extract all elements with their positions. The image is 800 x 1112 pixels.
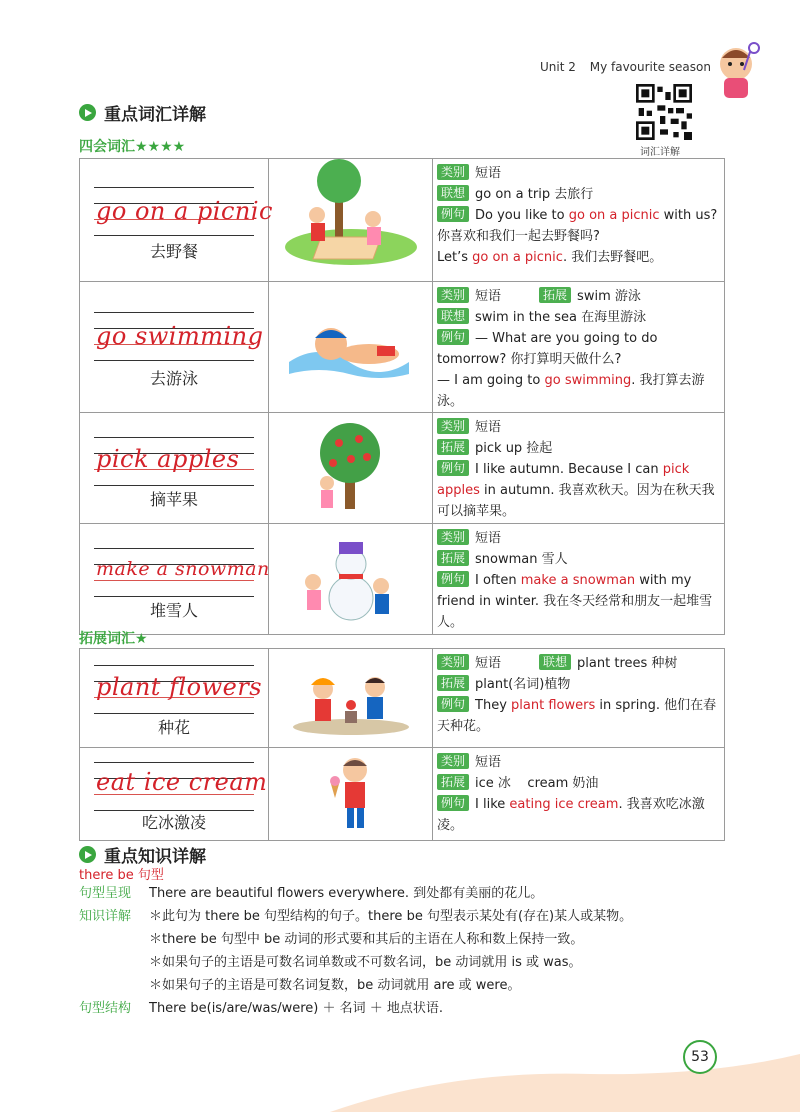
chinese-meaning: 堆雪人 — [149, 601, 198, 620]
word-cell — [80, 159, 273, 282]
page-number: 53 — [683, 1040, 717, 1074]
pattern-row — [79, 882, 543, 905]
vocab-row — [80, 413, 725, 524]
category-text: 短语 — [475, 656, 502, 671]
detail-label: 知识详解 — [79, 909, 132, 924]
play-icon — [79, 104, 96, 121]
association-text: plant trees 种树 — [577, 656, 678, 671]
vocab-row — [80, 282, 725, 413]
vocab-row — [80, 524, 725, 635]
extension-text: pick up 捡起 — [475, 441, 553, 456]
ex-highlight: go swimming — [544, 373, 632, 388]
structure-label: 句型结构 — [79, 1001, 132, 1016]
tag-extension: 拓展 — [437, 550, 469, 566]
unit-label: Unit 2 — [540, 60, 576, 74]
play-icon — [79, 846, 96, 863]
category-text: 短语 — [475, 420, 502, 435]
tag-extension: 拓展 — [437, 774, 469, 790]
category-text: 短语 — [475, 755, 502, 770]
handwriting-word: make a snowman — [96, 558, 270, 580]
knowledge-topic: there be 句型 — [79, 868, 164, 883]
tag-category: 类别 — [437, 418, 469, 434]
ex-highlight: go on a picnic — [472, 250, 563, 265]
tag-category: 类别 — [437, 753, 469, 769]
handwriting-word: pick apples — [96, 445, 240, 473]
tag-example: 例句 — [437, 329, 469, 345]
snowman-icon — [269, 524, 432, 630]
example-sentences — [437, 459, 720, 522]
picnic-icon — [269, 159, 432, 277]
ex-highlight: make a snowman — [520, 573, 636, 588]
extension-text: plant(名词)植物 — [475, 677, 571, 692]
tag-category: 类别 — [437, 654, 469, 670]
example-sentences — [437, 695, 720, 737]
ex-text: in spring. 他们在春天种花。 — [437, 698, 717, 734]
category-text: 短语 — [475, 531, 502, 546]
ex-highlight: plant flowers — [511, 698, 596, 713]
tag-extension: 拓展 — [437, 439, 469, 455]
word-cell — [80, 282, 269, 413]
ex-highlight: pick apples — [437, 462, 690, 498]
ex-text: I like — [475, 797, 510, 812]
ex-highlight: eating ice cream — [509, 797, 619, 812]
structure-row — [79, 997, 443, 1020]
info-cell — [433, 282, 725, 413]
word-cell — [80, 413, 269, 524]
ex-text: — What are you going to do tomorrow? 你打算明天做什么? — [437, 331, 658, 367]
swimming-illustration — [269, 282, 433, 413]
vocab-section-title — [79, 100, 206, 125]
example-sentences — [437, 570, 720, 633]
vocab-table-main — [79, 158, 725, 635]
chinese-meaning: 种花 — [157, 718, 190, 737]
four-skill-label: 四会词汇★★★★ — [79, 139, 186, 155]
ex-text: Do you like to — [475, 208, 569, 223]
example-sentences — [437, 205, 720, 268]
ex-text: — I am going to — [437, 373, 545, 388]
tag-association: 联想 — [539, 654, 571, 670]
word-cell — [80, 649, 269, 748]
handwriting-word: go on a picnic — [96, 197, 273, 225]
detail-line: ＊there be 句型中 be 动词的形式要和其后的主语在人称和数上保持一致。 — [149, 932, 584, 947]
extension-text: swim 游泳 — [577, 289, 641, 304]
mascot-icon — [716, 40, 760, 102]
knowledge-section-title-text: 重点知识详解 — [104, 847, 206, 867]
tag-category: 类别 — [437, 529, 469, 545]
info-cell — [433, 649, 725, 748]
ex-text: Let’s — [437, 250, 473, 265]
ex-text: with us? 你喜欢和我们一起去野餐吗? — [437, 208, 718, 244]
tag-category: 类别 — [437, 287, 469, 303]
detail-line: ＊此句为 there be 句型结构的句子。there be 句型表示某处有(存在)某人或某物。 — [149, 909, 633, 924]
tag-example: 例句 — [437, 696, 469, 712]
tag-extension: 拓展 — [539, 287, 571, 303]
vocab-row — [80, 649, 725, 748]
unit-header — [540, 60, 721, 74]
apple-tree-illustration — [269, 413, 433, 524]
extension-text: ice 冰 cream 奶油 — [475, 776, 599, 791]
tag-example: 例句 — [437, 206, 469, 222]
ex-text: They — [475, 698, 512, 713]
tag-association: 联想 — [437, 308, 469, 324]
tag-example: 例句 — [437, 571, 469, 587]
info-cell — [433, 159, 725, 282]
vocab-table-extended — [79, 648, 725, 841]
footer-wave — [330, 1040, 800, 1112]
chinese-meaning: 吃冰激凌 — [141, 813, 206, 832]
tag-extension: 拓展 — [437, 675, 469, 691]
apple-tree-icon — [269, 413, 432, 519]
ex-text: I like autumn. Because I can — [475, 462, 663, 477]
info-cell — [433, 413, 725, 524]
snowman-illustration — [269, 524, 433, 635]
chinese-meaning: 去野餐 — [149, 242, 198, 261]
ex-text: I often — [475, 573, 521, 588]
unit-title: My favourite season — [589, 60, 711, 74]
swimmer-icon — [269, 282, 432, 408]
pattern-text: There are beautiful flowers everywhere. 到处都有美丽的花儿。 — [149, 886, 544, 901]
tag-example: 例句 — [437, 795, 469, 811]
picnic-illustration — [269, 159, 433, 282]
vocab-row — [80, 748, 725, 841]
handwriting-word: go swimming — [96, 322, 264, 350]
detail-line: ＊如果句子的主语是可数名词复数，be 动词就用 are 或 were。 — [149, 978, 521, 993]
association-text: swim in the sea 在海里游泳 — [475, 310, 647, 325]
info-cell — [433, 748, 725, 841]
ex-highlight: go on a picnic — [568, 208, 660, 223]
ex-text: with my friend in winter. 我在冬天经常和朋友一起堆雪人。 — [437, 573, 713, 630]
category-text: 短语 — [475, 289, 502, 304]
word-cell — [80, 524, 269, 635]
chinese-meaning: 去游泳 — [149, 369, 198, 388]
ex-text: . 我打算去游泳。 — [437, 373, 705, 409]
handwriting-word: eat ice cream — [96, 768, 268, 796]
tag-category: 类别 — [437, 164, 469, 180]
association-text: go on a trip 去旅行 — [475, 187, 594, 202]
qr-code-icon[interactable] — [636, 84, 692, 140]
extended-label: 拓展词汇★ — [79, 631, 148, 647]
tag-association: 联想 — [437, 185, 469, 201]
category-text: 短语 — [475, 166, 502, 181]
planting-icon — [269, 649, 432, 743]
qr-caption: 词汇详解 — [640, 147, 680, 158]
structure-text: There be(is/are/was/were) ＋ 名词 ＋ 地点状语. — [149, 1001, 444, 1016]
chinese-meaning: 摘苹果 — [149, 490, 198, 509]
vocab-section-title-text: 重点词汇详解 — [104, 105, 206, 125]
ice-cream-icon — [269, 748, 432, 836]
pattern-label: 句型呈现 — [79, 886, 132, 901]
handwriting-word: plant flowers — [96, 673, 263, 701]
detail-line: ＊如果句子的主语是可数名词单数或不可数名词，be 动词就用 is 或 was。 — [149, 955, 582, 970]
ex-text: . 我喜欢吃冰激凌。 — [437, 797, 705, 833]
example-sentences — [437, 328, 720, 412]
example-sentences — [437, 794, 720, 836]
ice-cream-illustration — [269, 748, 433, 841]
planting-illustration — [269, 649, 433, 748]
info-cell — [433, 524, 725, 635]
ex-text: . 我们去野餐吧。 — [562, 250, 663, 265]
detail-row — [79, 905, 632, 928]
ex-text: in autumn. 我喜欢秋天。因为在秋天我可以摘苹果。 — [437, 483, 715, 519]
tag-example: 例句 — [437, 460, 469, 476]
extension-text: snowman 雪人 — [475, 552, 568, 567]
vocab-row — [80, 159, 725, 282]
word-cell — [80, 748, 269, 841]
